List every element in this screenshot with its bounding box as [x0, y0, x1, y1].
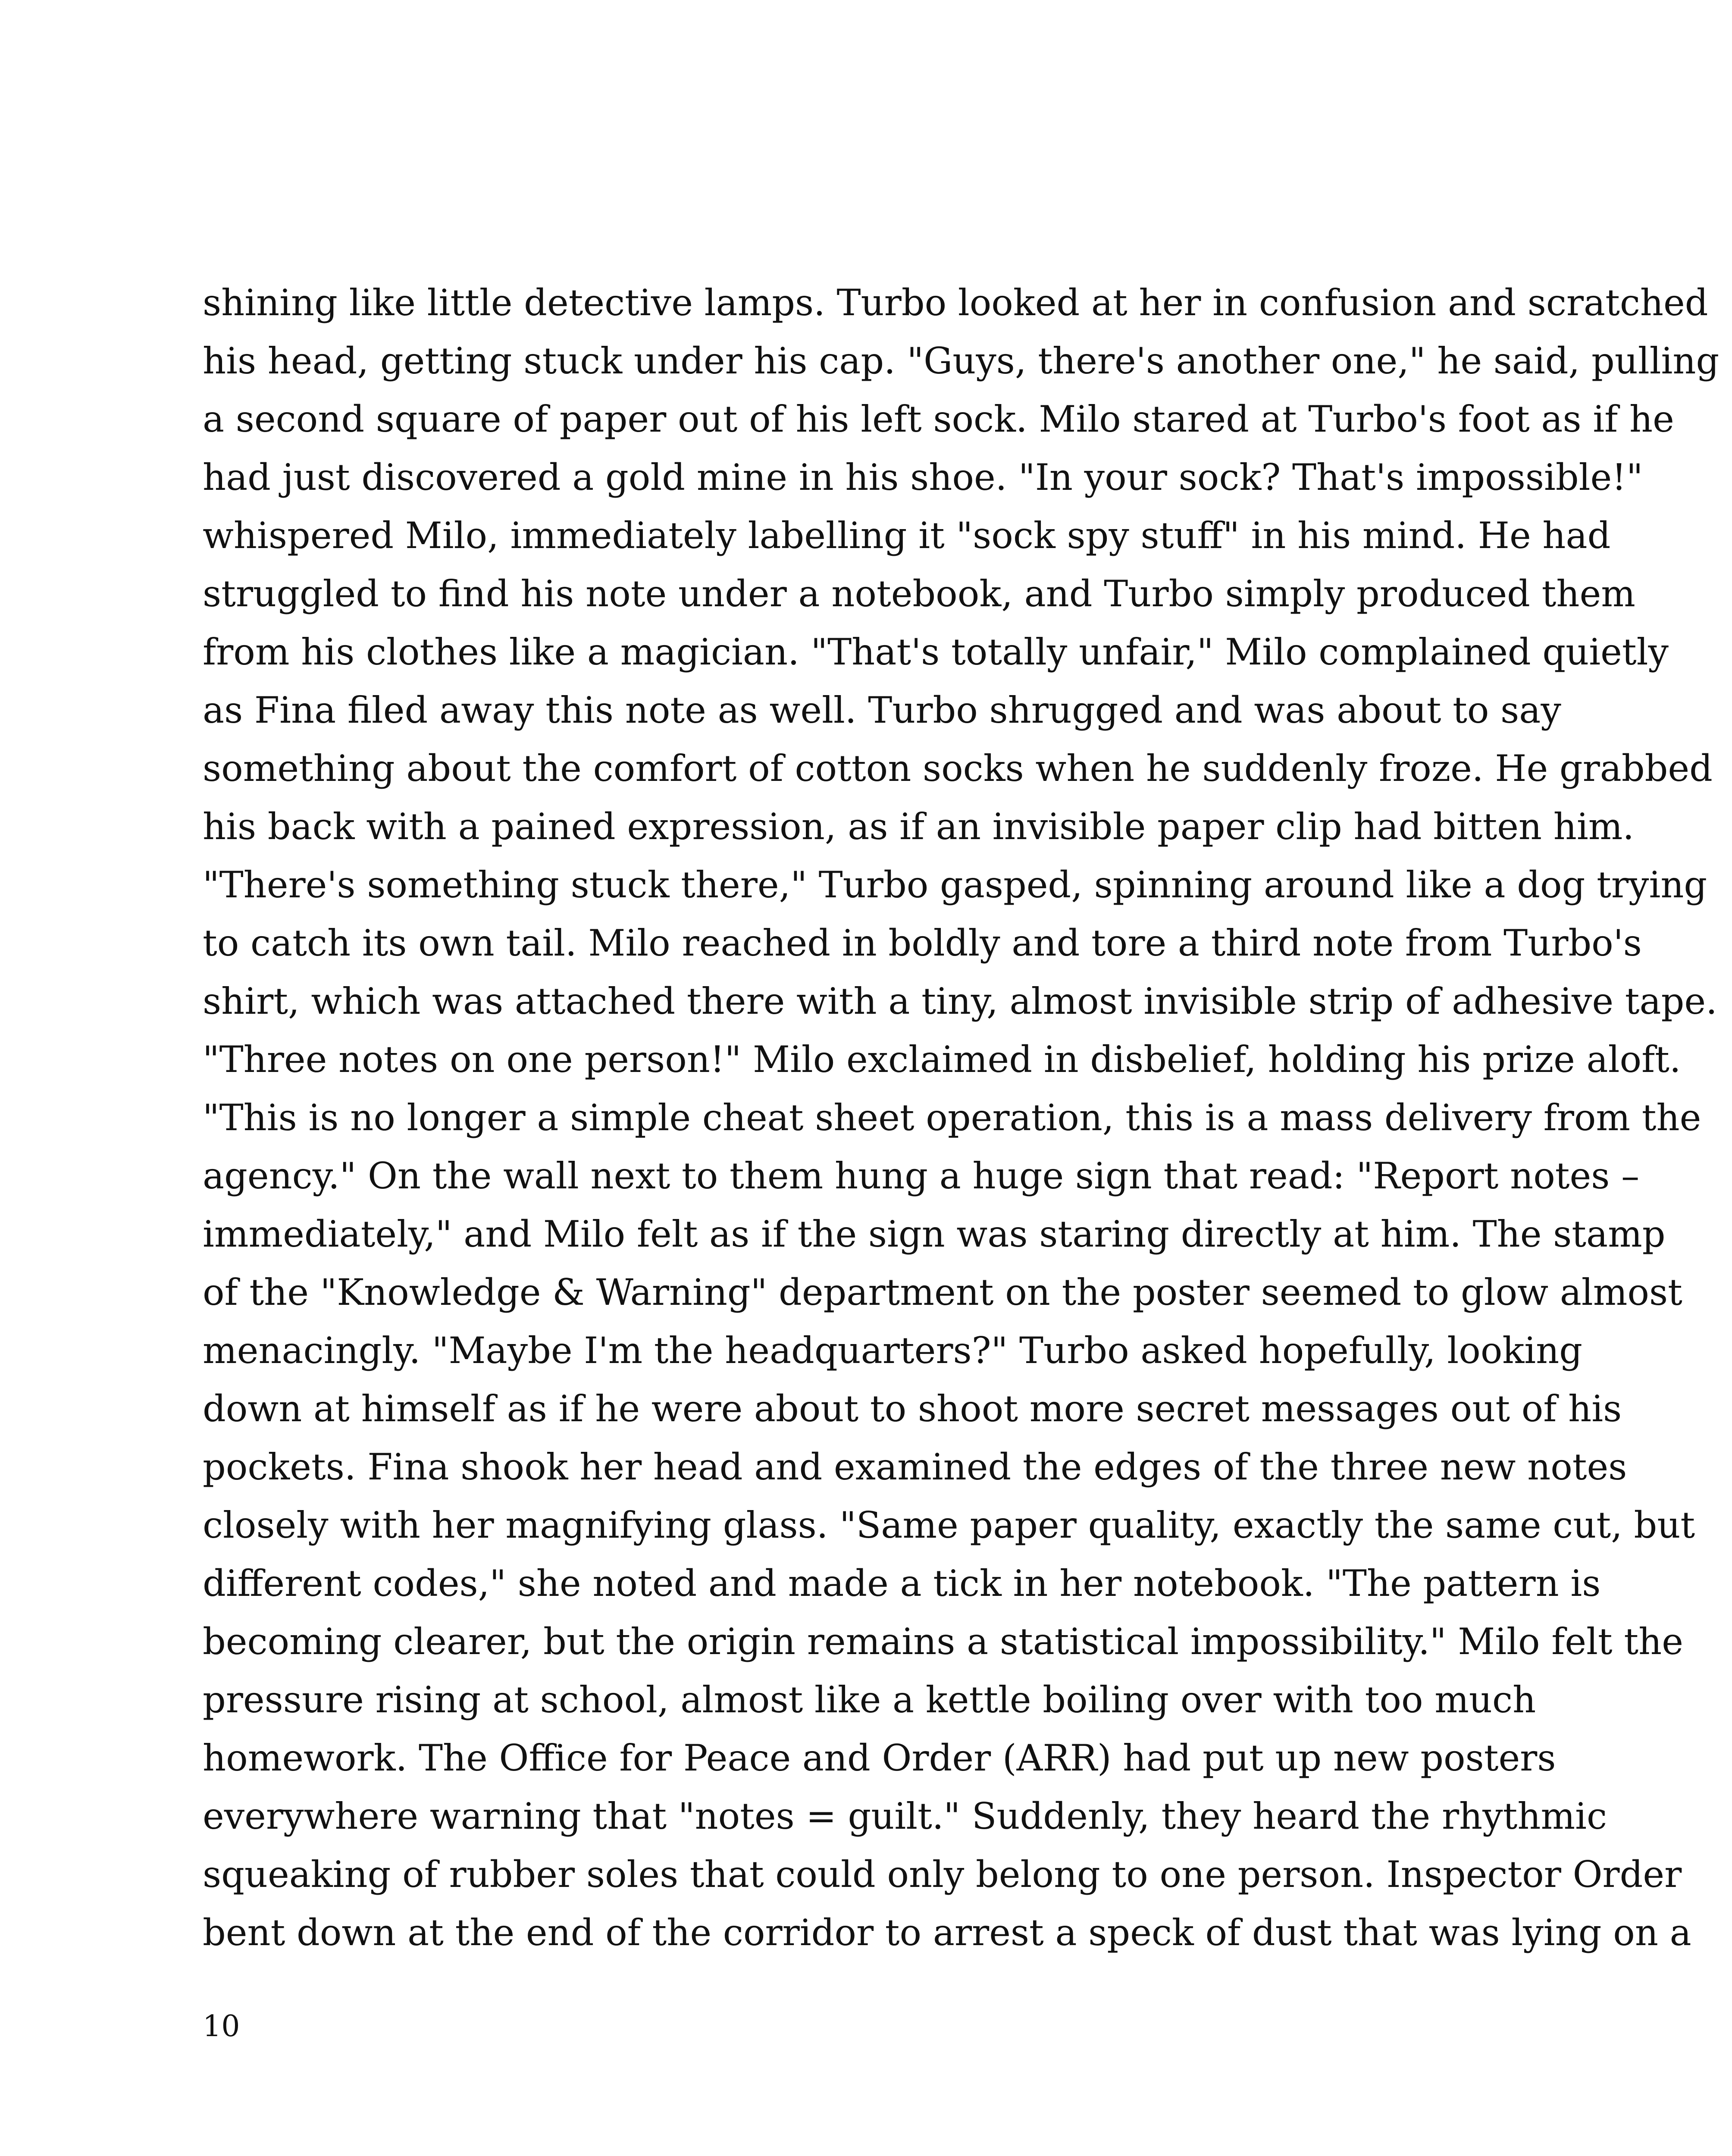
- text-line: something about the comfort of cotton socks when he suddenly froze. He grabbed: [203, 747, 1713, 790]
- text-line: struggled to find his note under a notebook, and Turbo simply produced them: [203, 573, 1635, 615]
- text-line: squeaking of rubber soles that could only belong to one person. Inspector Order: [203, 1853, 1682, 1896]
- text-line: as Fina filed away this note as well. Turbo shrugged and was about to say: [203, 689, 1561, 731]
- text-line: closely with her magnifying glass. "Same paper quality, exactly the same cut, but: [203, 1504, 1695, 1546]
- text-line: different codes," she noted and made a tick in her notebook. "The pattern is: [203, 1562, 1601, 1604]
- text-line: down at himself as if he were about to shoot more secret messages out of his: [203, 1388, 1622, 1430]
- text-line: pockets. Fina shook her head and examined the edges of the three new notes: [203, 1446, 1627, 1488]
- text-line: agency." On the wall next to them hung a huge sign that read: "Report notes –: [203, 1155, 1640, 1197]
- text-line: "Three notes on one person!" Milo exclaimed in disbelief, holding his prize aloft.: [203, 1038, 1681, 1081]
- text-line: menacingly. "Maybe I'm the headquarters?" Turbo asked hopefully, looking: [203, 1329, 1583, 1372]
- text-line: shining like little detective lamps. Turbo looked at her in confusion and scratched: [203, 282, 1708, 324]
- text-line: homework. The Office for Peace and Order (ARR) had put up new posters: [203, 1737, 1556, 1779]
- text-line: from his clothes like a magician. "That's totally unfair," Milo complained quietly: [203, 631, 1669, 673]
- text-line: whispered Milo, immediately labelling it "sock spy stuff" in his mind. He had: [203, 514, 1611, 557]
- text-line: becoming clearer, but the origin remains a statistical impossibility." Milo felt the: [203, 1620, 1683, 1663]
- text-line: his head, getting stuck under his cap. "Guys, there's another one," he said, pulling: [203, 340, 1719, 382]
- text-line: to catch its own tail. Milo reached in boldly and tore a third note from Turbo's: [203, 922, 1642, 964]
- text-line: everywhere warning that "notes = guilt." Suddenly, they heard the rhythmic: [203, 1795, 1607, 1837]
- text-line: pressure rising at school, almost like a kettle boiling over with too much: [203, 1679, 1536, 1721]
- text-line: "There's something stuck there," Turbo gasped, spinning around like a dog trying: [203, 864, 1707, 906]
- page-number: 10: [203, 2009, 240, 2043]
- text-line: bent down at the end of the corridor to arrest a speck of dust that was lying on a: [203, 1912, 1691, 1954]
- text-line: shirt, which was attached there with a tiny, almost invisible strip of adhesive tape.: [203, 980, 1717, 1022]
- text-line: of the "Knowledge & Warning" department on the poster seemed to glow almost: [203, 1271, 1682, 1313]
- text-line: immediately," and Milo felt as if the sign was staring directly at him. The stamp: [203, 1213, 1666, 1255]
- text-line: "This is no longer a simple cheat sheet operation, this is a mass delivery from the: [203, 1097, 1701, 1139]
- text-line: his back with a pained expression, as if an invisible paper clip had bitten him.: [203, 805, 1635, 848]
- text-line: a second square of paper out of his left sock. Milo stared at Turbo's foot as if he: [203, 398, 1674, 440]
- text-line: had just discovered a gold mine in his shoe. "In your sock? That's impossible!": [203, 456, 1643, 498]
- body-text: [203, 274, 1719, 1962]
